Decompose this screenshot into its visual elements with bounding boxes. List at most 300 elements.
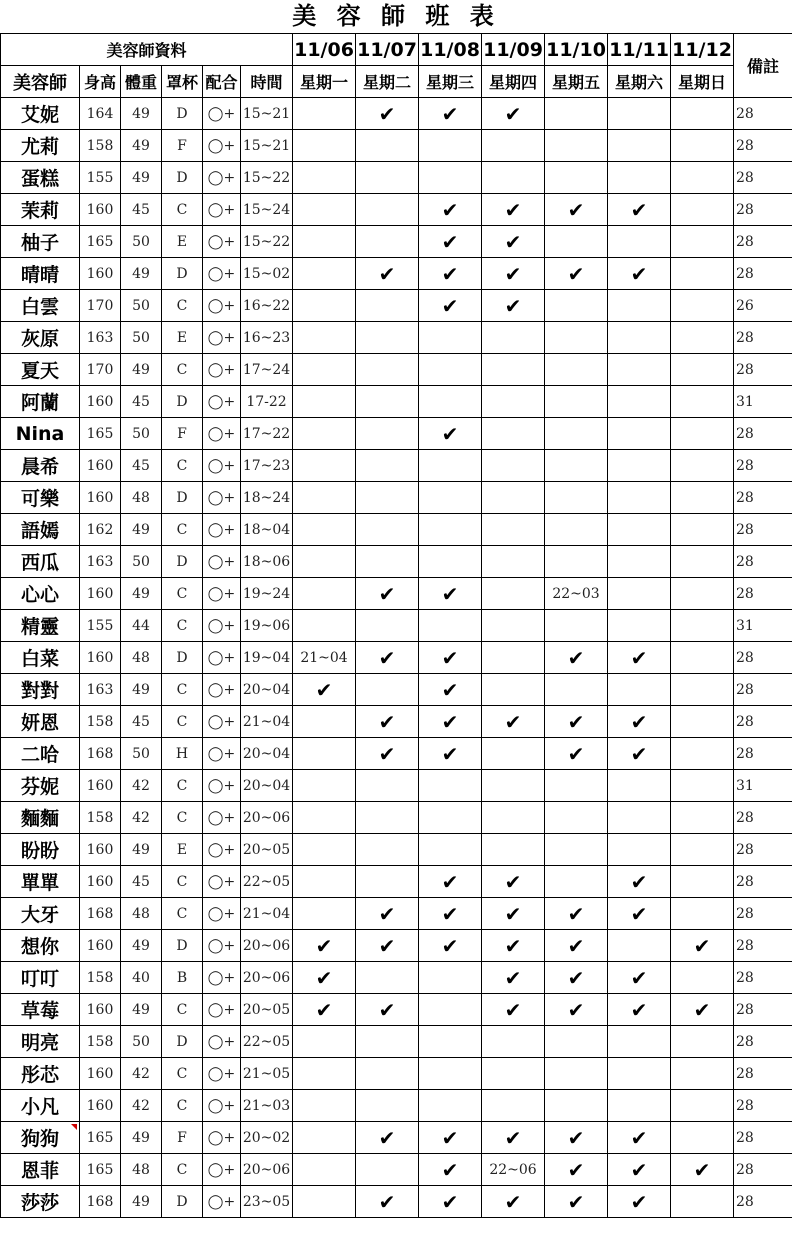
height-cell: 160 [80,834,121,866]
schedule-table [0,33,792,1218]
shift-cell [293,290,356,322]
shift-cell [482,738,545,770]
shift-cell [671,578,734,610]
shift-cell [671,354,734,386]
shift-check-icon: ✔ [482,1122,545,1154]
stylist-name: 可樂 [1,482,80,514]
shift-cell [671,418,734,450]
shift-cell [671,1186,734,1218]
shift-check-icon: ✔ [293,994,356,1026]
height-cell: 160 [80,1090,121,1122]
height-cell: 160 [80,866,121,898]
remarks-cell: 31 [734,610,792,642]
shift-check-icon: ✔ [293,962,356,994]
table-row [1,290,792,322]
shift-cell [419,802,482,834]
match-cell: ◯+ [203,514,241,546]
shift-cell [356,1058,419,1090]
cup-cell: C [162,1090,203,1122]
shift-check-icon: ✔ [545,706,608,738]
shift-cell [293,322,356,354]
cup-cell: D [162,386,203,418]
shift-cell [293,546,356,578]
shift-cell [419,1058,482,1090]
weight-cell: 49 [121,162,162,194]
shift-check-icon: ✔ [419,642,482,674]
shift-cell [482,162,545,194]
time-cell: 19~24 [241,578,293,610]
shift-cell [545,610,608,642]
date-header: 11/12 [671,34,734,66]
shift-cell [545,322,608,354]
remarks-cell: 28 [734,98,792,130]
time-cell: 20~06 [241,962,293,994]
stylist-name: 麵麵 [1,802,80,834]
shift-cell [482,1058,545,1090]
time-cell: 22~05 [241,1026,293,1058]
shift-check-icon: ✔ [356,258,419,290]
stylist-name: 草莓 [1,994,80,1026]
cup-cell: D [162,546,203,578]
shift-cell [545,1058,608,1090]
remarks-cell: 28 [734,194,792,226]
match-cell: ◯+ [203,866,241,898]
shift-check-icon: ✔ [356,642,419,674]
height-cell: 168 [80,738,121,770]
shift-check-icon: ✔ [545,738,608,770]
table-row [1,450,792,482]
remarks-cell: 28 [734,258,792,290]
shift-cell [293,162,356,194]
shift-cell [671,834,734,866]
shift-cell [419,130,482,162]
shift-cell [356,322,419,354]
weight-cell: 50 [121,322,162,354]
weight-cell: 49 [121,834,162,866]
shift-cell [608,162,671,194]
height-cell: 163 [80,674,121,706]
shift-cell [293,98,356,130]
remarks-cell: 28 [734,994,792,1026]
weight-cell: 49 [121,514,162,546]
remarks-cell: 28 [734,354,792,386]
stylist-name: 心心 [1,578,80,610]
remarks-cell: 28 [734,834,792,866]
shift-cell [419,610,482,642]
weekday-header: 星期日 [671,66,734,98]
shift-cell [545,866,608,898]
date-header: 11/07 [356,34,419,66]
shift-cell [293,770,356,802]
cup-cell: D [162,930,203,962]
height-cell: 160 [80,482,121,514]
shift-cell [671,1090,734,1122]
shift-cell [482,1026,545,1058]
remarks-cell: 28 [734,578,792,610]
shift-check-icon: ✔ [419,194,482,226]
time-cell: 17~23 [241,450,293,482]
shift-cell [356,194,419,226]
height-cell: 160 [80,994,121,1026]
table-row [1,834,792,866]
shift-cell [293,258,356,290]
match-cell: ◯+ [203,546,241,578]
shift-cell [671,386,734,418]
shift-cell [293,514,356,546]
shift-check-icon: ✔ [293,930,356,962]
shift-cell [482,354,545,386]
time-cell: 19~06 [241,610,293,642]
shift-cell [482,642,545,674]
remarks-cell: 28 [734,1186,792,1218]
time-cell: 15~21 [241,130,293,162]
shift-cell [419,354,482,386]
height-cell: 160 [80,642,121,674]
remarks-cell: 28 [734,226,792,258]
match-cell: ◯+ [203,770,241,802]
stylist-name: Nina [1,418,80,450]
shift-cell [419,322,482,354]
height-cell: 160 [80,194,121,226]
shift-cell [419,834,482,866]
cup-cell: E [162,226,203,258]
height-cell: 165 [80,226,121,258]
height-cell: 155 [80,610,121,642]
weight-cell: 45 [121,450,162,482]
time-cell: 20~04 [241,738,293,770]
shift-cell [608,290,671,322]
shift-cell [419,482,482,514]
shift-cell [356,834,419,866]
shift-check-icon: ✔ [608,706,671,738]
match-cell: ◯+ [203,354,241,386]
cup-cell: B [162,962,203,994]
match-cell: ◯+ [203,1090,241,1122]
remarks-cell: 28 [734,418,792,450]
shift-check-icon: ✔ [608,866,671,898]
shift-cell [293,1058,356,1090]
stylist-name: 明亮 [1,1026,80,1058]
weight-cell: 49 [121,994,162,1026]
shift-check-icon: ✔ [419,290,482,322]
stylist-name: 艾妮 [1,98,80,130]
date-header: 11/09 [482,34,545,66]
remarks-cell: 28 [734,1154,792,1186]
cup-cell: C [162,1058,203,1090]
shift-cell [482,130,545,162]
shift-cell [608,514,671,546]
weight-cell: 42 [121,770,162,802]
stylist-name: 莎莎 [1,1186,80,1218]
shift-cell [482,834,545,866]
table-row [1,610,792,642]
weight-cell: 45 [121,706,162,738]
match-cell: ◯+ [203,258,241,290]
weight-cell: 42 [121,802,162,834]
shift-check-icon: ✔ [608,1154,671,1186]
shift-cell [545,162,608,194]
shift-check-icon: ✔ [482,866,545,898]
shift-cell [356,1090,419,1122]
shift-cell [671,674,734,706]
shift-cell [671,514,734,546]
shift-cell [356,962,419,994]
shift-cell [356,386,419,418]
shift-cell [671,1026,734,1058]
shift-cell [293,898,356,930]
shift-cell [671,706,734,738]
stylist-name: 灰原 [1,322,80,354]
shift-check-icon: ✔ [356,706,419,738]
shift-cell [482,674,545,706]
shift-check-icon: ✔ [356,930,419,962]
shift-check-icon: ✔ [482,706,545,738]
shift-check-icon: ✔ [608,194,671,226]
shift-cell [608,546,671,578]
shift-cell [482,386,545,418]
time-cell: 15~02 [241,258,293,290]
shift-check-icon: ✔ [419,98,482,130]
weight-cell: 48 [121,1154,162,1186]
weekday-header: 星期五 [545,66,608,98]
shift-cell [608,322,671,354]
info-group-header: 美容師資料 [1,34,293,66]
shift-cell [293,1154,356,1186]
shift-check-icon: ✔ [356,578,419,610]
table-row [1,1154,792,1186]
time-cell: 21~03 [241,1090,293,1122]
stylist-name: 單單 [1,866,80,898]
match-cell: ◯+ [203,1154,241,1186]
time-cell: 17~22 [241,418,293,450]
shift-cell [671,866,734,898]
shift-check-icon: ✔ [482,994,545,1026]
table-row [1,1186,792,1218]
cup-cell: F [162,130,203,162]
time-cell: 15~22 [241,162,293,194]
cup-cell: D [162,1026,203,1058]
shift-cell [545,226,608,258]
cup-cell: D [162,258,203,290]
shift-check-icon: ✔ [545,898,608,930]
height-cell: 163 [80,546,121,578]
shift-cell [482,322,545,354]
shift-cell [608,354,671,386]
weight-cell: 50 [121,546,162,578]
table-row [1,674,792,706]
stylist-name: 西瓜 [1,546,80,578]
height-cell: 160 [80,1058,121,1090]
shift-cell [293,738,356,770]
remarks-cell: 28 [734,482,792,514]
shift-cell [293,802,356,834]
weight-cell: 49 [121,258,162,290]
shift-check-icon: ✔ [608,738,671,770]
shift-check-icon: ✔ [545,1186,608,1218]
shift-cell [671,802,734,834]
shift-check-icon: ✔ [608,962,671,994]
shift-cell [356,290,419,322]
shift-cell [608,450,671,482]
remarks-cell: 26 [734,290,792,322]
shift-check-icon: ✔ [482,290,545,322]
shift-cell [608,802,671,834]
stylist-name: 狗狗 [1,1122,80,1154]
table-row [1,802,792,834]
remarks-cell: 28 [734,642,792,674]
shift-cell [671,258,734,290]
weight-cell: 49 [121,578,162,610]
shift-check-icon: ✔ [356,1122,419,1154]
shift-cell [545,1090,608,1122]
time-cell: 15~24 [241,194,293,226]
column-header-weight: 體重 [121,66,162,98]
cup-cell: C [162,290,203,322]
time-cell: 15~21 [241,98,293,130]
column-header-time: 時間 [241,66,293,98]
shift-check-icon: ✔ [482,98,545,130]
shift-cell [293,1122,356,1154]
shift-cell: 21~04 [293,642,356,674]
shift-cell [608,610,671,642]
cup-cell: C [162,354,203,386]
time-cell: 20~05 [241,994,293,1026]
shift-check-icon: ✔ [419,578,482,610]
shift-cell [671,1058,734,1090]
shift-cell [671,546,734,578]
cup-cell: D [162,1186,203,1218]
match-cell: ◯+ [203,706,241,738]
shift-cell [545,130,608,162]
stylist-name: 恩菲 [1,1154,80,1186]
shift-cell [545,354,608,386]
stylist-name: 二哈 [1,738,80,770]
shift-cell [545,514,608,546]
shift-cell [482,482,545,514]
match-cell: ◯+ [203,738,241,770]
shift-check-icon: ✔ [419,866,482,898]
shift-cell [608,1026,671,1058]
weight-cell: 49 [121,1186,162,1218]
weekday-header: 星期六 [608,66,671,98]
time-cell: 20~06 [241,802,293,834]
match-cell: ◯+ [203,962,241,994]
cup-cell: C [162,866,203,898]
shift-cell: 22~06 [482,1154,545,1186]
shift-cell [671,130,734,162]
match-cell: ◯+ [203,322,241,354]
column-header-match: 配合 [203,66,241,98]
time-cell: 18~04 [241,514,293,546]
time-cell: 20~04 [241,674,293,706]
match-cell: ◯+ [203,834,241,866]
weight-cell: 40 [121,962,162,994]
stylist-name: 阿蘭 [1,386,80,418]
shift-check-icon: ✔ [545,1154,608,1186]
time-cell: 23~05 [241,1186,293,1218]
shift-cell [545,834,608,866]
remarks-cell: 31 [734,770,792,802]
time-cell: 16~22 [241,290,293,322]
weekday-header: 星期二 [356,66,419,98]
shift-cell [419,1090,482,1122]
shift-cell [671,898,734,930]
height-cell: 162 [80,514,121,546]
match-cell: ◯+ [203,130,241,162]
shift-cell [608,386,671,418]
table-row [1,1090,792,1122]
shift-check-icon: ✔ [419,1154,482,1186]
time-cell: 15~22 [241,226,293,258]
time-cell: 17-22 [241,386,293,418]
stylist-name: 茉莉 [1,194,80,226]
weight-cell: 49 [121,930,162,962]
shift-cell [293,1186,356,1218]
weight-cell: 45 [121,866,162,898]
shift-cell [608,482,671,514]
stylist-name: 語嫣 [1,514,80,546]
date-header: 11/10 [545,34,608,66]
shift-check-icon: ✔ [419,258,482,290]
shift-check-icon: ✔ [545,642,608,674]
shift-cell [356,450,419,482]
shift-cell [671,738,734,770]
table-row [1,354,792,386]
shift-cell [545,386,608,418]
shift-cell [419,546,482,578]
date-header: 11/11 [608,34,671,66]
cup-cell: H [162,738,203,770]
shift-check-icon: ✔ [545,258,608,290]
height-cell: 165 [80,418,121,450]
weight-cell: 48 [121,898,162,930]
shift-check-icon: ✔ [293,674,356,706]
shift-cell [419,162,482,194]
shift-check-icon: ✔ [482,898,545,930]
match-cell: ◯+ [203,674,241,706]
height-cell: 160 [80,578,121,610]
remarks-cell: 28 [734,930,792,962]
shift-check-icon: ✔ [482,226,545,258]
shift-cell [671,610,734,642]
shift-cell [608,1090,671,1122]
table-row [1,514,792,546]
shift-check-icon: ✔ [671,994,734,1026]
shift-check-icon: ✔ [419,226,482,258]
shift-check-icon: ✔ [419,738,482,770]
remarks-cell: 28 [734,738,792,770]
shift-check-icon: ✔ [482,194,545,226]
weekday-header: 星期一 [293,66,356,98]
stylist-name: 白菜 [1,642,80,674]
match-cell: ◯+ [203,290,241,322]
remarks-cell: 28 [734,898,792,930]
shift-check-icon: ✔ [482,1186,545,1218]
shift-cell [671,322,734,354]
shift-cell [482,578,545,610]
shift-cell [293,418,356,450]
shift-cell [545,674,608,706]
shift-cell [671,162,734,194]
match-cell: ◯+ [203,994,241,1026]
weight-cell: 50 [121,1026,162,1058]
shift-check-icon: ✔ [482,962,545,994]
time-cell: 21~04 [241,706,293,738]
shift-cell [356,418,419,450]
stylist-name: 芬妮 [1,770,80,802]
shift-cell [356,162,419,194]
weight-cell: 45 [121,194,162,226]
